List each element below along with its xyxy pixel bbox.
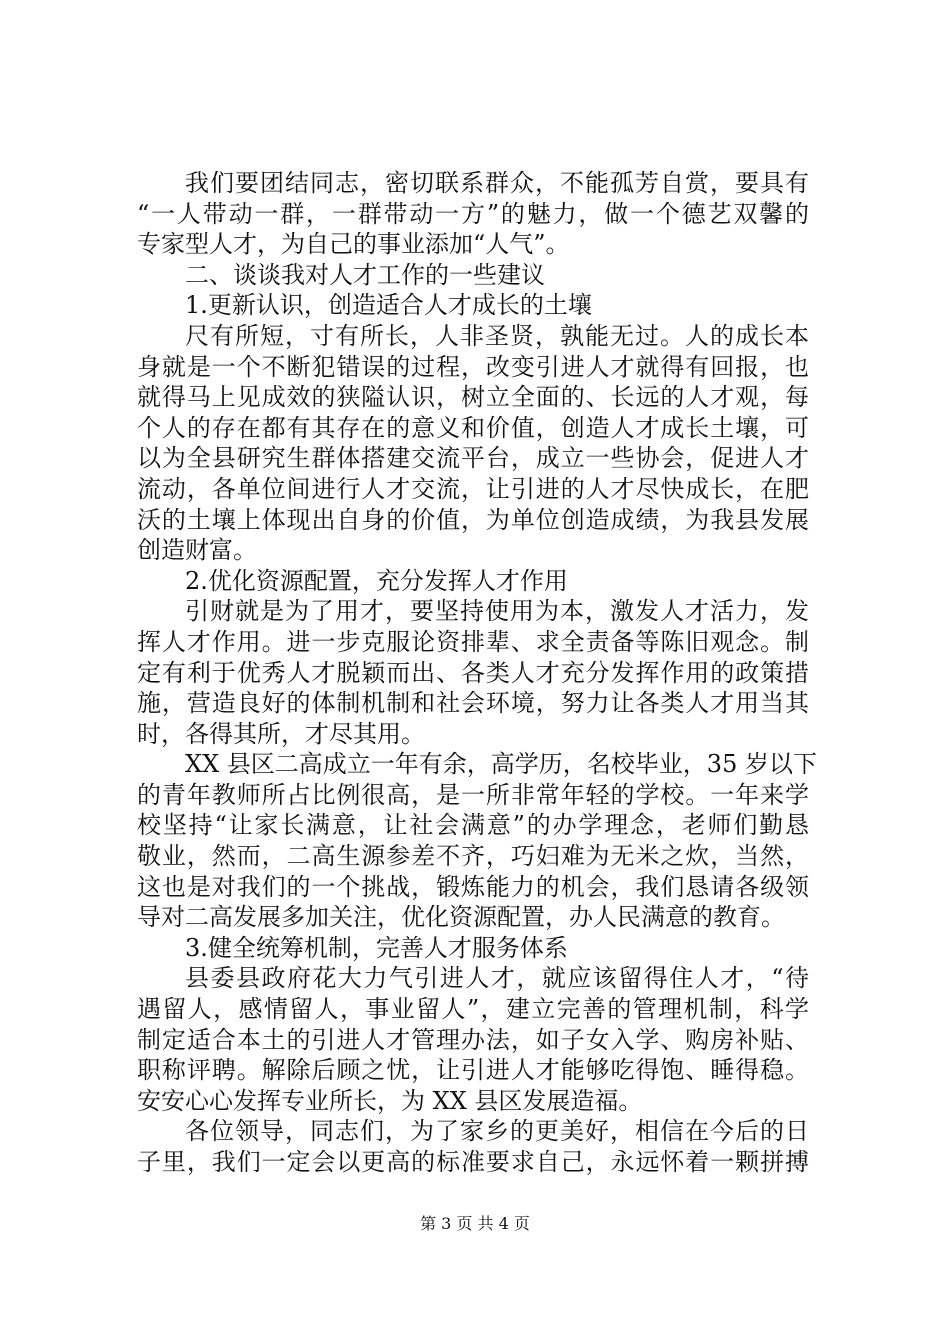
text-line: 时，各得其所，才尽其用。 <box>137 719 425 748</box>
text-line: 子里，我们一定会以更高的标准要求自己，永远怀着一颗拼搏 <box>137 1148 809 1176</box>
text-line: 施，营造良好的体制机制和社会环境，努力让各类人才用当其 <box>137 689 809 718</box>
text-line: 定有利于优秀人才脱颖而出、各类人才充分发挥作用的政策措 <box>137 658 809 687</box>
text-line: 各位领导，同志们，为了家乡的更美好，相信在今后的日 <box>185 1117 809 1146</box>
text-line: XX 县区二高成立一年有余，高学历，名校毕业，35 岁以下 <box>185 750 817 779</box>
text-line: 1.更新认识，创造适合人才成长的土壤 <box>185 291 592 320</box>
text-line: 职称评聘。解除后顾之忧，让引进人才能够吃得饱、睡得稳。 <box>137 1056 809 1085</box>
document-body <box>137 168 817 1178</box>
text-line: 这也是对我们的一个挑战，锻炼能力的机会，我们恳请各级领 <box>137 872 809 901</box>
text-line: 县委县政府花大力气引进人才，就应该留得住人才，“待 <box>185 964 809 993</box>
text-line: 遇留人，感情留人，事业留人”，建立完善的管理机制，科学 <box>137 995 809 1024</box>
text-line: 敬业，然而，二高生源参差不齐，巧妇难为无米之炊，当然， <box>137 842 809 871</box>
text-line: 的青年教师所占比例很高，是一所非常年轻的学校。一年来学 <box>137 780 809 809</box>
text-line: 2.优化资源配置，充分发挥人才作用 <box>185 566 568 595</box>
text-line: 创造财富。 <box>137 536 257 565</box>
text-line: 沃的土壤上体现出自身的价值，为单位创造成绩，为我县发展 <box>137 505 809 534</box>
text-line: 专家型人才，为自己的事业添加“人气”。 <box>137 230 570 259</box>
text-line: 制定适合本土的引进人才管理办法，如子女入学、购房补贴、 <box>137 1025 809 1054</box>
text-line: “一人带动一群，一群带动一方”的魅力，做一个德艺双馨的 <box>137 199 809 228</box>
text-line: 3.健全统筹机制，完善人才服务体系 <box>185 933 568 962</box>
text-line: 我们要团结同志，密切联系群众，不能孤芳自赏，要具有 <box>185 169 809 197</box>
text-line: 二、谈谈我对人才工作的一些建议 <box>185 260 545 289</box>
text-line: 个人的存在都有其存在的意义和价值，创造人才成长土壤，可 <box>137 413 809 442</box>
page-footer: 第 3 页 共 4 页 <box>420 1214 530 1233</box>
text-line: 流动，各单位间进行人才交流，让引进的人才尽快成长，在肥 <box>137 474 809 503</box>
text-line: 尺有所短，寸有所长，人非圣贤，孰能无过。人的成长本 <box>185 321 809 350</box>
text-line: 校坚持“让家长满意，让社会满意”的办学理念，老师们勤恳 <box>137 811 809 840</box>
text-line: 安安心心发挥专业所长，为 XX 县区发展造福。 <box>137 1086 643 1115</box>
text-line: 导对二高发展多加关注，优化资源配置，办人民满意的教育。 <box>137 903 785 932</box>
text-line: 引财就是为了用才，要坚持使用为本，激发人才活力，发 <box>185 597 809 626</box>
text-line: 以为全县研究生群体搭建交流平台，成立一些协会，促进人才 <box>137 444 809 473</box>
text-line: 挥人才作用。进一步克服论资排辈、求全责备等陈旧观念。制 <box>137 627 809 656</box>
text-line: 身就是一个不断犯错误的过程，改变引进人才就得有回报，也 <box>137 352 809 381</box>
text-line: 就得马上见成效的狭隘认识，树立全面的、长远的人才观，每 <box>137 383 809 412</box>
